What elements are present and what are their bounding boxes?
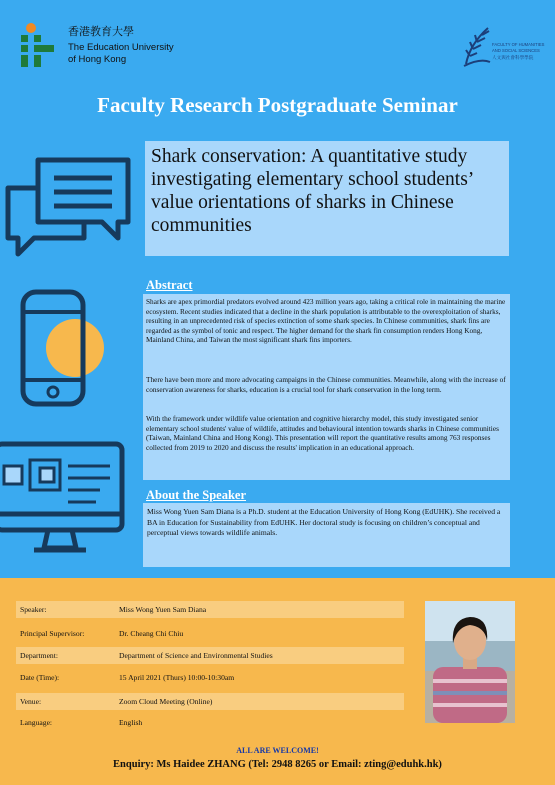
speaker-panel [143, 503, 510, 567]
speaker-photo [425, 601, 515, 723]
enquiry-text: Enquiry: Ms Haidee ZHANG (Tel: 2948 8265 or Email: zting@eduhk.hk) [113, 759, 442, 770]
detail-label: Venue: [20, 697, 42, 706]
detail-value: 15 April 2021 (Thurs) 10:00-10:30am [119, 673, 235, 682]
all-welcome-text: ALL ARE WELCOME! [236, 746, 319, 755]
detail-value: Dr. Cheang Chi Chiu [119, 629, 184, 638]
detail-row-venue [16, 693, 404, 710]
faculty-logo-line2: AND SOCIAL SCIENCES [492, 48, 540, 53]
detail-row-date [16, 669, 404, 686]
abstract-paragraph-1: Sharks are apex primordial predators evolved around 423 million years ago, taking a critical role in maintaining the marine ecosystem. Recent studies indicated that a decline in the shark population is attributable to the overexploitation of sharks, resulting in an unprecedented risk of species extinction of some shark species. In Chinese communities, shark fins are regarded as the symbol of tonic and respect. The higher demand for the shark fin consumption renders Hong Kong, Mainland China, and Taiwan the most significant shark fins importers. [146, 297, 506, 345]
detail-label: Date (Time): [20, 673, 60, 682]
detail-value: Miss Wong Yuen Sam Diana [119, 605, 207, 614]
abstract-heading: Abstract [146, 278, 193, 292]
university-english-line1: The Education University [68, 42, 174, 53]
faculty-logo-line1: FACULTY OF HUMANITIES [492, 42, 545, 47]
eduhk-logo [20, 22, 200, 72]
university-chinese-name: 香港教育大學 [68, 25, 134, 38]
detail-label: Speaker: [20, 605, 47, 614]
computer-monitor-icon [0, 438, 135, 568]
detail-row-department [16, 647, 404, 664]
faculty-logo-chinese: 人文與社會科學學院 [492, 56, 534, 61]
topic-panel [145, 141, 509, 256]
detail-row-supervisor [16, 625, 404, 642]
abstract-paragraph-2: There have been more and more advocating campaigns in the Chinese communities. Meanwhile, along with the increase of conservation awareness for sharks, education is a crucial tool for shark conservation in the long term. [146, 375, 506, 394]
smartphone-icon [15, 288, 110, 413]
detail-row-speaker [16, 601, 404, 618]
chat-bubbles-icon [0, 130, 140, 260]
detail-value: Department of Science and Environmental Studies [119, 651, 273, 660]
abstract-panel [143, 294, 510, 480]
detail-value: English [119, 718, 143, 727]
seminar-topic: Shark conservation: A quantitative study investigating elementary school students’ value orientations of sharks in Chinese communities [151, 146, 473, 236]
detail-label: Department: [20, 651, 58, 660]
about-speaker-heading: About the Speaker [146, 488, 247, 502]
university-english-line2: of Hong Kong [68, 54, 127, 65]
logo-orange-dot-icon [26, 23, 36, 33]
detail-label: Principal Supervisor: [20, 629, 85, 638]
speaker-bio: Miss Wong Yuen Sam Diana is a Ph.D. student at the Education University of Hong Kong (EdUHK). She received a BA in Education for Sustainability from EdUHK. Her doctoral study is focusing on children’s conceptual and perceptual views towards wildlife animals. [147, 507, 501, 537]
detail-label: Language: [20, 718, 53, 727]
detail-value: Zoom Cloud Meeting (Online) [119, 697, 213, 706]
seminar-title: Faculty Research Postgraduate Seminar [97, 93, 458, 117]
faculty-logo [460, 22, 545, 72]
abstract-paragraph-3: With the framework under wildlife value orientation and cognitive hierarchy model, this study investigated senior elementary school students' value of wildlife, attitudes and behavioural intention towards sharks in Chinese communities (Taiwan, Mainland China and Hong Kong). This presentation will report the quantitative results among 763 responses collected from 2019 to 2020 and discuss the results' implication in an educational approach. [146, 414, 499, 452]
detail-row-language [16, 714, 404, 731]
